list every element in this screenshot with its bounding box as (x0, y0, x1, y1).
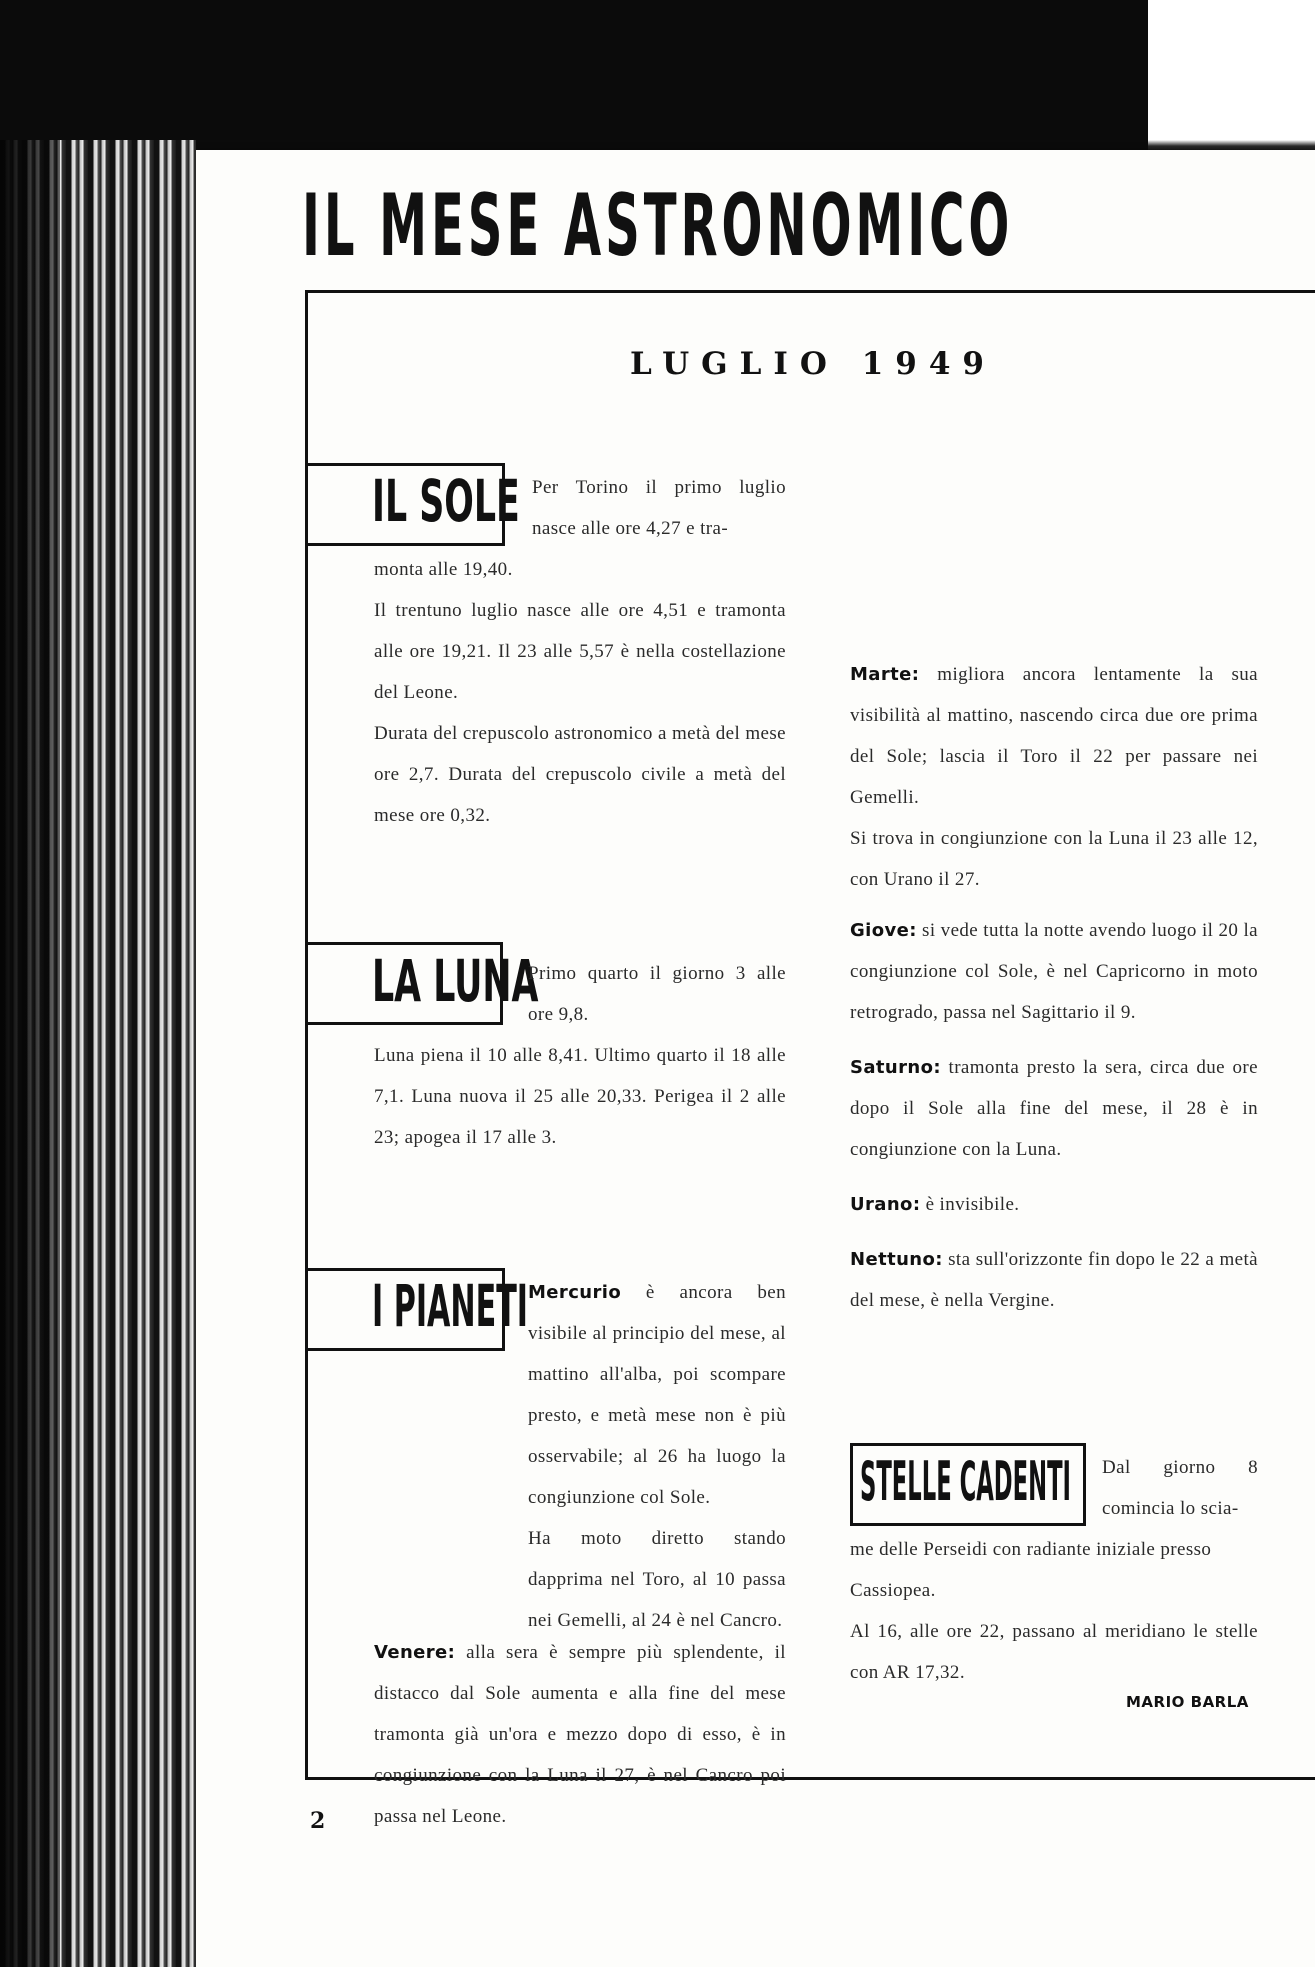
luna-text-intro (528, 953, 786, 1035)
sole-paragraph-2: Il trentuno luglio nasce alle ore 4,51 e tramonta alle ore 19,21. Il 23 alle 5,57 è nella costellazione del Leone. (374, 600, 786, 703)
luna-paragraph-2: Luna piena il 10 alle 8,41. Ultimo quarto il 18 alle 7,1. Luna nuova il 25 alle 20,33. Perigea il 2 alle 23; apogea il 17 alle 3. (374, 1045, 786, 1148)
venere-paragraph (374, 1632, 786, 1837)
giove-description: si vede tutta la notte avendo luogo il 20 la congiunzione col Sole, è nel Capricorno in moto retrogrado, passa nel Sagittario il 9. (850, 920, 1258, 1023)
marte-description: migliora ancora lentamente la sua visibilità al mattino, nascendo circa due ore prima del Sole; lascia il Toro il 22 per passare nei Gemelli. (850, 664, 1258, 808)
section-label-stelle: STELLE CADENTI (860, 1450, 1071, 1513)
planet-name-mercurio: Mercurio (528, 1282, 622, 1303)
luna-paragraph-1: Primo quarto il giorno 3 alle ore 9,8. (528, 963, 786, 1025)
venere-text (374, 1632, 786, 1837)
sole-paragraph-1-b: monta alle 19,40. (374, 559, 513, 580)
marte-paragraph (850, 654, 1258, 818)
saturno-description: tramonta presto la sera, circa due ore dopo il Sole alla fine del mese, il 28 è in congiunzione con la Luna. (850, 1057, 1258, 1160)
section-label-pianeti: I PIANETI (372, 1272, 529, 1340)
luna-text (374, 1035, 786, 1158)
author-signature: MARIO BARLA (1126, 1693, 1249, 1711)
sole-text (374, 549, 786, 836)
planet-name-saturno: Saturno: (850, 1057, 941, 1078)
stelle-paragraph-1-b: me delle Perseidi con radiante iniziale presso Cassiopea. (850, 1539, 1212, 1601)
mercurio-description: è ancora ben visibile al principio del mese, al mattino all'alba, poi scompare presto, e metà mese non è più osservabile; al 26 ha luogo la congiunzione col Sole. (528, 1282, 786, 1508)
page-number: 2 (310, 1808, 326, 1834)
mercurio-paragraph (528, 1272, 786, 1518)
nettuno-description: sta sull'orizzonte fin dopo le 22 a metà del mese, è nella Vergine. (850, 1249, 1258, 1311)
planet-name-giove: Giove: (850, 920, 917, 941)
giove-paragraph (850, 910, 1258, 1033)
photo-dark-band (0, 0, 1148, 152)
planets-right-column (850, 654, 1258, 1321)
month-heading: LUGLIO 1949 (630, 346, 996, 382)
sole-paragraph-1-a: Per Torino il primo luglio nasce alle ore 4,27 e tra- (532, 477, 786, 539)
binding-shadow (0, 140, 60, 1967)
section-label-luna: LA LUNA (372, 947, 539, 1015)
sole-paragraph-3: Durata del crepuscolo astronomico a metà del mese ore 2,7. Durata del crepuscolo civile a metà del mese ore 0,32. (374, 723, 786, 826)
marte-conjunction: Si trova in congiunzione con la Luna il 23 alle 12, con Urano il 27. (850, 828, 1258, 890)
planet-name-venere: Venere: (374, 1642, 456, 1663)
mercurio-motion: Ha moto diretto stando dapprima nel Toro, al 10 passa nei Gemelli, al 24 è nel Cancro. (528, 1528, 786, 1631)
venere-description: alla sera è sempre più splendente, il distacco dal Sole aumenta e alla fine del mese tramonta già un'ora e mezzo dopo di esso, è in congiunzione con la Luna il 27, è nel Cancro poi passa nel Leone. (374, 1642, 786, 1827)
planet-name-marte: Marte: (850, 664, 920, 685)
section-label-sole: IL SOLE (372, 467, 520, 535)
stelle-paragraph-1-a: Dal giorno 8 comincia lo scia- (1102, 1457, 1258, 1519)
frame-rule-top (305, 290, 1315, 293)
mercurio-text-intro (528, 1272, 786, 1641)
urano-description: è invisibile. (920, 1194, 1020, 1215)
urano-paragraph (850, 1184, 1258, 1225)
saturno-paragraph (850, 1047, 1258, 1170)
stelle-text-intro (1102, 1447, 1258, 1529)
stelle-text (850, 1529, 1258, 1693)
photo-edge (1148, 0, 1315, 152)
nettuno-paragraph (850, 1239, 1258, 1321)
sole-text-intro (532, 467, 786, 549)
planet-name-urano: Urano: (850, 1194, 921, 1215)
stelle-paragraph-2: Al 16, alle ore 22, passano al meridiano le stelle con AR 17,32. (850, 1621, 1258, 1683)
planet-name-nettuno: Nettuno: (850, 1249, 943, 1270)
masthead-title: IL MESE ASTRONOMICO (302, 176, 1014, 276)
